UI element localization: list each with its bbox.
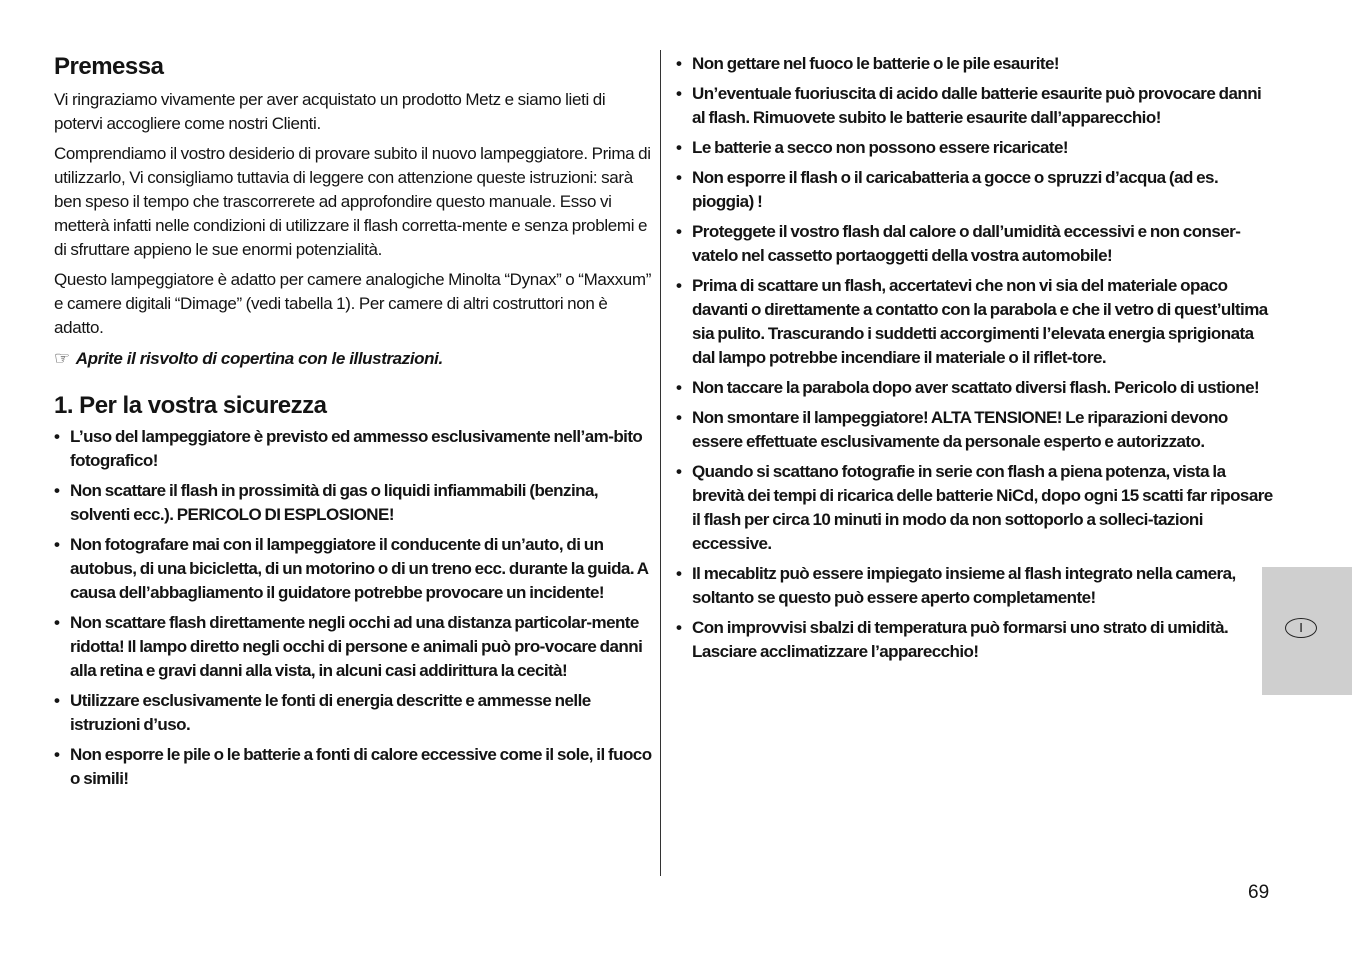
right-column [676,52,1274,670]
list-item: • Non scattare il flash in prossimità di gas o liquidi infiammabili (benzina, solventi ecc.). PERICOLO DI ESPLOSIONE! [54,479,654,527]
language-badge: I [1285,618,1317,638]
list-item: • Non gettare nel fuoco le batterie o le pile esaurite! [676,52,1274,76]
list-item: • Prima di scattare un flash, accertatevi che non vi sia del materiale opaco davanti o direttamente a contatto con la parabola e che il vetro di quest’ultima sia pulito. Trascurando i suddetti accorgimenti l’elevata energia sprigionata dal lampo potrebbe incendiare il materiale o il riflet-tore. [676,274,1274,370]
cover-note [54,346,654,371]
list-item: • Non esporre le pile o le batterie a fonti di calore eccessive come il sole, il fuoco o simili! [54,743,654,791]
safety-heading: 1. Per la vostra sicurezza [54,392,327,419]
hand-pointing-icon: ☞ [54,348,70,368]
list-item: • Quando si scattano fotografie in serie con flash a piena potenza, vista la brevità dei tempi di ricarica delle batterie NiCd, dopo ogni 15 scatti far riposare il flash per circa 10 minuti in modo da non sottoporlo a solleci-tazioni eccessive. [676,460,1274,556]
list-item: • Non esporre il flash o il caricabatteria a gocce o spruzzi d’acqua (ad es. pioggia) ! [676,166,1274,214]
premessa-heading: Premessa [54,53,164,80]
safety-list-right [676,52,1274,664]
list-item: • Utilizzare esclusivamente le fonti di energia descritte e ammesse nelle istruzioni d’uso. [54,689,654,737]
list-item: • Il mecablitz può essere impiegato insieme al flash integrato nella camera, soltanto se questo può essere aperto completamente! [676,562,1274,610]
list-item: • Un’eventuale fuoriuscita di acido dalle batterie esaurite può provocare danni al flash. Rimuovete subito le batterie esaurite dall’apparecchio! [676,82,1274,130]
list-item: • Le batterie a secco non possono essere ricaricate! [676,136,1274,160]
compatibility-paragraph: Questo lampeggiatore è adatto per camere analogiche Minolta “Dynax” o “Maxxum” e camere digitali “Dimage” (vedi tabella 1). Per camere di altri costruttori non è adatto. [54,270,652,337]
list-item: • Non scattare flash direttamente negli occhi ad una distanza particolar-mente ridotta! Il lampo diretto negli occhi di persone e animali può pro-vocare danni alla retina e gravi danni alla vista, in alcuni casi addirittura la cecità! [54,611,654,683]
list-item: • Non fotografare mai con il lampeggiatore il conducente di un’auto, di un autobus, di una bicicletta, di un motorino o di un treno ecc. durante la guida. A causa dell’abbagliamento il guidatore potrebbe provocare un incidente! [54,533,654,605]
intro-paragraph: Vi ringraziamo vivamente per aver acquistato un prodotto Metz e siamo lieti di potervi accogliere come nostri Clienti. [54,90,606,133]
instructions-paragraph: Comprendiamo il vostro desiderio di provare subito il nuovo lampeggiatore. Prima di utilizzarlo, Vi consigliamo tuttavia di leggere con attenzione queste istruzioni: sarà ben speso il tempo che trascorrerete ad approfondire questo manuale. Esso vi metterà infatti nelle condizioni di utilizzare il flash corretta-mente e senza problemi e di sfruttare appieno le sue enormi potenzialità. [54,144,651,259]
list-item: • Non taccare la parabola dopo aver scattato diversi flash. Pericolo di ustione! [676,376,1274,400]
column-divider [660,50,661,876]
safety-list-left [54,425,654,791]
list-item: • L’uso del lampeggiatore è previsto ed ammesso esclusivamente nell’am-bito fotografico! [54,425,654,473]
page-number: 69 [1248,882,1270,903]
left-column [54,52,654,797]
cover-note-text: Aprite il risvolto di copertina con le illustrazioni. [75,349,443,368]
list-item: • Proteggete il vostro flash dal calore o dall’umidità eccessivi e non conser-vatelo nel cassetto portaoggetti della vostra automobile! [676,220,1274,268]
list-item: • Con improvvisi sbalzi di temperatura può formarsi uno strato di umidità. Lasciare acclimatizzare l’apparecchio! [676,616,1274,664]
list-item: • Non smontare il lampeggiatore! ALTA TENSIONE! Le riparazioni devono essere effettuate esclusivamente da personale esperto e autorizzato. [676,406,1274,454]
